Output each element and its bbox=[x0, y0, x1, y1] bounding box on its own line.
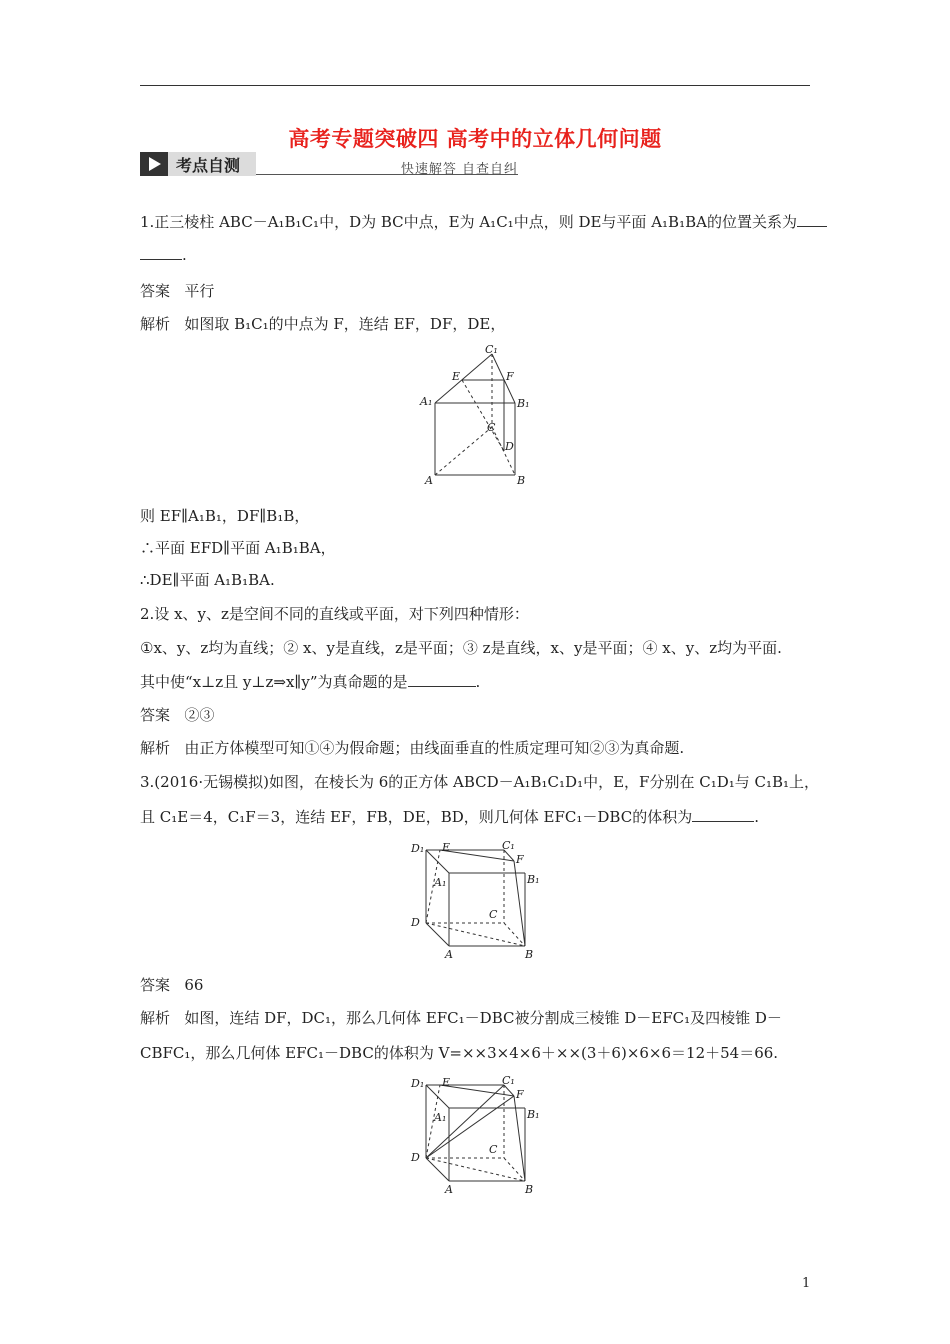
q2-condition: 其中使“x⊥z且 y⊥z⇒x∥y”为真命题的是 . bbox=[140, 673, 481, 691]
fig1-label-e: E bbox=[452, 370, 461, 383]
play-arrow-icon bbox=[140, 152, 168, 176]
q1-step-3: ∴DE∥平面 A₁B₁BA. bbox=[140, 571, 275, 589]
page-title: 高考专题突破四 高考中的立体几何问题 bbox=[288, 127, 662, 151]
fig3-label-b: B bbox=[525, 1183, 534, 1196]
fig3-label-c1: C₁ bbox=[502, 1074, 515, 1087]
fig3-label-a: A bbox=[445, 1183, 453, 1196]
fig1-label-f: F bbox=[506, 370, 514, 383]
fig3-label-b1: B₁ bbox=[527, 1108, 540, 1121]
fig2-label-a1: A₁ bbox=[434, 876, 447, 889]
q2-answer: 答案 ②③ bbox=[140, 706, 215, 724]
fig1-label-a: A bbox=[425, 474, 433, 487]
fig1-label-c1: C₁ bbox=[485, 343, 498, 356]
fig2-label-b1: B₁ bbox=[527, 873, 540, 886]
q1-answer: 答案 平行 bbox=[140, 282, 215, 300]
fig3-label-d: D bbox=[411, 1151, 420, 1164]
cube-figure-2 bbox=[405, 1073, 545, 1201]
q3-stem-1: 3.(2016·无锡模拟)如图，在棱长为 6的正方体 ABCD－A₁B₁C₁D₁中，E，F分别在 C₁D₁与 C₁B₁上， bbox=[140, 773, 820, 791]
fig2-label-d: D bbox=[411, 916, 420, 929]
fig2-label-d1: D₁ bbox=[411, 842, 425, 855]
section-header bbox=[140, 152, 518, 176]
fig2-label-e: E bbox=[442, 841, 451, 854]
q3-analysis-1: 解析 如图，连结 DF，DC₁，那么几何体 EFC₁－DBC被分割成三棱锥 D－EFC₁及四棱锥 D－ bbox=[140, 1009, 782, 1027]
q2-analysis: 解析 由正方体模型可知①④为假命题；由线面垂直的性质定理可知②③为真命题. bbox=[140, 739, 685, 757]
fig2-label-b: B bbox=[525, 948, 534, 961]
cube-figure-1 bbox=[405, 838, 545, 966]
q1-stem: 1.正三棱柱 ABC－A₁B₁C₁中，D为 BC中点，E为 A₁C₁中点，则 DE与平面 A₁B₁BA的位置关系为 bbox=[140, 212, 827, 232]
q1-step-2: ∴平面 EFD∥平面 A₁B₁BA， bbox=[140, 539, 336, 557]
fig1-label-b1: B₁ bbox=[517, 397, 530, 410]
q3-analysis-2: CBFC₁，那么几何体 EFC₁－DBC的体积为 V=××3×4×6＋××(3＋6)×6×6＝12＋54＝66. bbox=[140, 1044, 779, 1062]
fig3-label-c: C bbox=[489, 1143, 498, 1156]
q2-stem: 2.设 x、y、z是空间不同的直线或平面，对下列四种情形： bbox=[140, 605, 529, 623]
section-subtitle: 快速解答 自查自纠 bbox=[400, 162, 518, 177]
q3-stem-2: 且 C₁E＝4，C₁F＝3，连结 EF，FB，DE，BD，则几何体 EFC₁－DBC的体积为 . bbox=[140, 808, 759, 826]
fig3-label-f: F bbox=[516, 1088, 524, 1101]
q1-step-1: 则 EF∥A₁B₁，DF∥B₁B， bbox=[140, 507, 310, 525]
fig2-label-f: F bbox=[516, 853, 524, 866]
fig2-label-a: A bbox=[445, 948, 453, 961]
fig2-label-c1: C₁ bbox=[502, 839, 515, 852]
fig1-label-c: C bbox=[487, 421, 496, 434]
section-label: 考点自测 bbox=[176, 156, 241, 175]
q1-analysis: 解析 如图取 B₁C₁的中点为 F，连结 EF，DF，DE， bbox=[140, 315, 506, 333]
header-rule bbox=[140, 85, 810, 86]
q3-answer: 答案 66 bbox=[140, 976, 204, 994]
fig1-label-b: B bbox=[517, 474, 526, 487]
fig3-label-d1: D₁ bbox=[411, 1077, 425, 1090]
fig3-label-a1: A₁ bbox=[434, 1111, 447, 1124]
fig1-label-d: D bbox=[505, 440, 514, 453]
fig3-label-e: E bbox=[442, 1076, 451, 1089]
q2-cases: ①x、y、z均为直线；② x、y是直线，z是平面；③ z是直线，x、y是平面；④ x、y、z均为平面. bbox=[140, 639, 782, 657]
fig1-label-a1: A₁ bbox=[420, 395, 433, 408]
page-number: 1 bbox=[802, 1276, 811, 1291]
q1-stem-cont: . bbox=[140, 245, 187, 265]
prism-figure bbox=[415, 343, 535, 488]
fig2-label-c: C bbox=[489, 908, 498, 921]
